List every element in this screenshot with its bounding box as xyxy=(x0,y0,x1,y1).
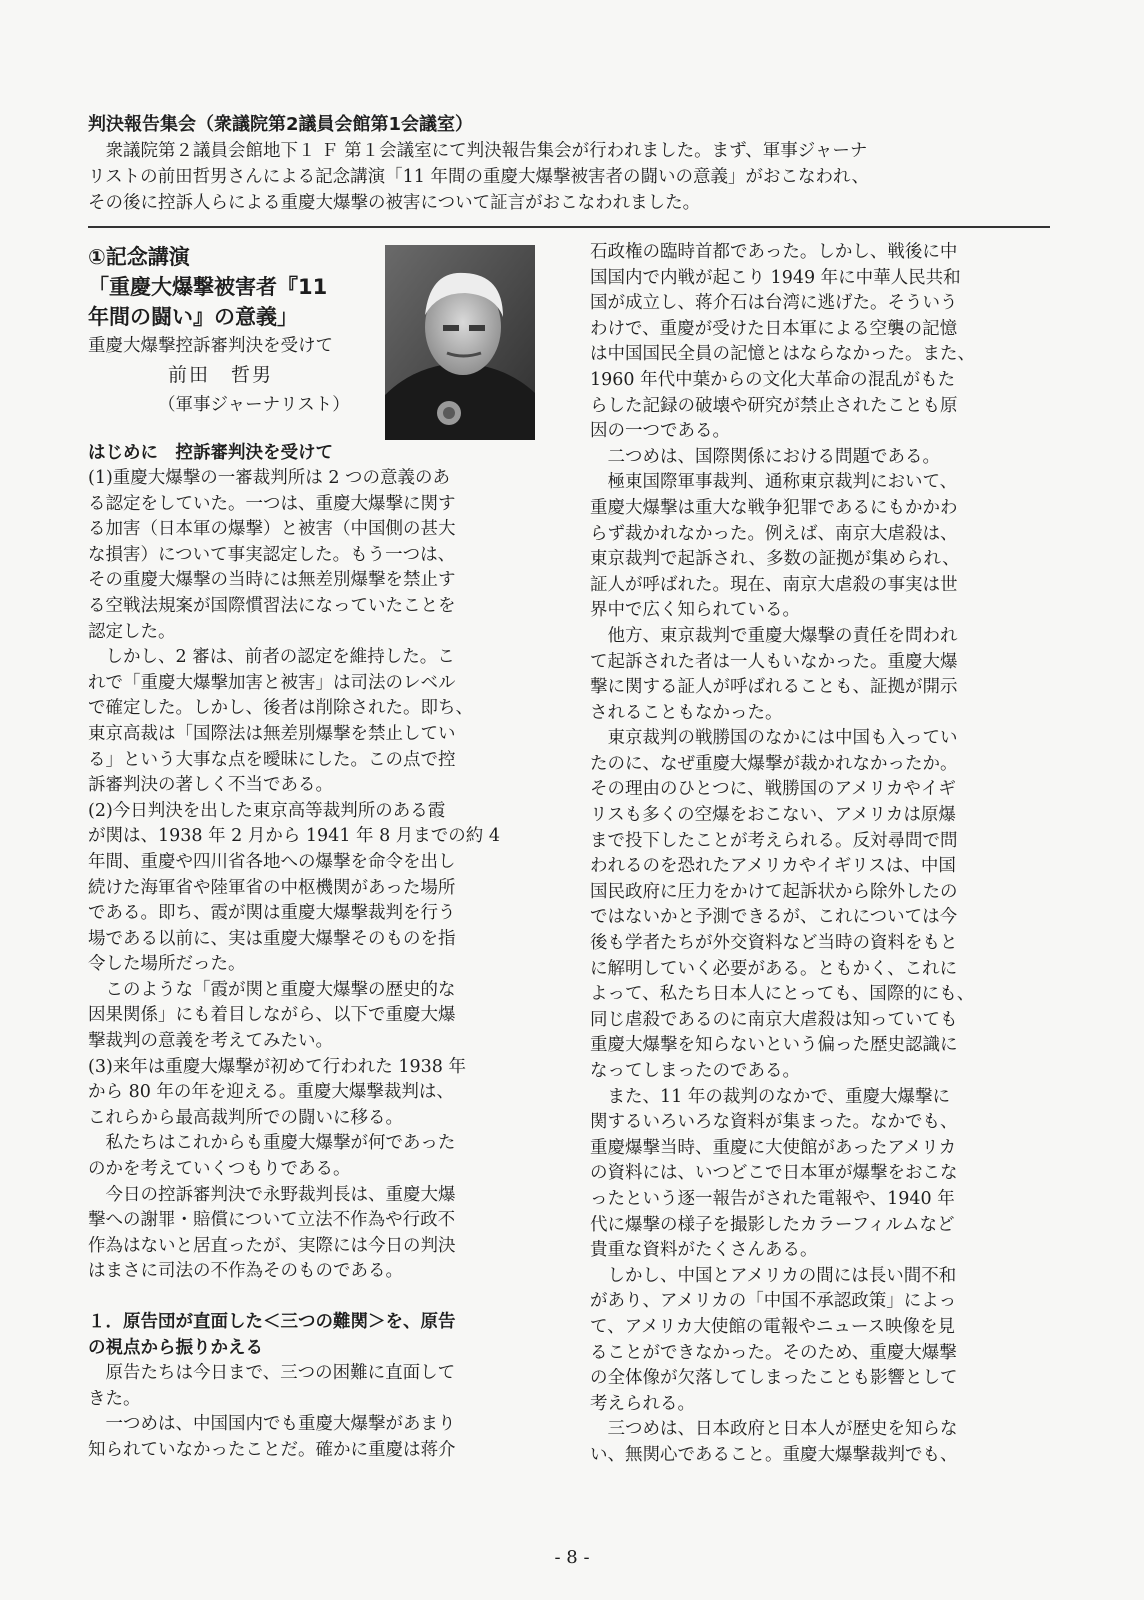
text-line: で確定した。しかし、後者は削除された。即ち、 xyxy=(88,698,473,719)
text-line: に解明していく必要がある。ともかく、これに xyxy=(590,958,958,979)
intro-line: リストの前田哲男さんによる記念講演「11 年間の重慶大爆撃被害者の闘いの意義」がおこなわれ、 xyxy=(88,167,870,187)
page-number: - 8 - xyxy=(554,1547,590,1568)
intro-title: 判決報告集会（衆議院第2議員会館第1会議室） xyxy=(88,114,474,135)
text-line: の全体像が欠落してしまったことも影響として xyxy=(590,1368,958,1389)
text-line: る空戦法規案が国際慣習法になっていたことを xyxy=(88,595,456,616)
text-line: 貴重な資料がたくさんある。 xyxy=(590,1240,818,1261)
text-line: 石政権の臨時首都であった。しかし、戦後に中 xyxy=(590,242,958,262)
text-line: は中国国民全員の記憶とはならなかった。また、 xyxy=(590,344,975,365)
text-line: 証人が呼ばれた。現在、南京大虐殺の事実は世 xyxy=(590,574,958,595)
lecture-title-line: 「重慶大爆撃被害者『11 xyxy=(88,275,328,299)
text-line: ったという逐一報告がされた電報や、1940 年 xyxy=(590,1188,955,1209)
text-line: 三つめは、日本政府と日本人が歴史を知らな xyxy=(590,1419,958,1440)
text-line: 極東国際軍事裁判、通称東京裁判において、 xyxy=(590,472,958,493)
intro-line: 衆議院第２議員会館地下１ Ｆ 第１会議室にて判決報告集会が行われました。まず、軍事ジャーナ xyxy=(88,141,868,161)
left-paragraphs xyxy=(88,466,543,1285)
text-line: る加害（日本軍の爆撃）と被害（中国側の甚大 xyxy=(88,519,456,540)
text-line: 訴審判決の著しく不当である。 xyxy=(88,775,333,796)
text-line: (2)今日判決を出した東京高等裁判所のある霞 xyxy=(88,800,446,821)
text-line: 界中で広く知られている。 xyxy=(590,600,800,621)
text-line: されることもなかった。 xyxy=(590,702,783,723)
text-line: 国が成立し、蒋介石は台湾に逃げた。そういう xyxy=(590,293,958,314)
intro-line: その後に控訴人らによる重慶大爆撃の被害について証言がおこなわれました。 xyxy=(88,193,701,213)
section-heading-1-cont: の視点から振りかえる xyxy=(88,1338,263,1358)
left-paragraphs-2 xyxy=(88,1361,543,1463)
text-line: しかし、中国とアメリカの間には長い間不和 xyxy=(590,1265,957,1286)
text-line: 二つめは、国際関係における問題である。 xyxy=(590,446,940,467)
text-line: る認定をしていた。一つは、重慶大爆撃に関す xyxy=(88,493,456,514)
text-line: 続けた海軍省や陸軍省の中枢機関があった場所 xyxy=(88,877,456,898)
lecture-title-line: 年間の闘い』の意義」 xyxy=(88,305,298,329)
text-line: これらから最高裁判所での闘いに移る。 xyxy=(88,1107,403,1128)
text-line: (1)重慶大爆撃の一審裁判所は 2 つの意義のあ xyxy=(88,468,451,488)
text-line: その理由のひとつに、戦勝国のアメリカやイギ xyxy=(590,779,956,800)
text-line: 代に爆撃の様子を撮影したカラーフィルムなど xyxy=(590,1214,955,1235)
text-line: 重慶大爆撃を知らないという偏った歴史認識に xyxy=(590,1035,958,1056)
text-line: である。即ち、霞が関は重慶大爆撃裁判を行う xyxy=(88,903,456,924)
text-line: 年間、重慶や四川省各地への爆撃を命令を出し xyxy=(88,851,456,872)
text-line: たのに、なぜ重慶大爆撃が裁かれなかったか。 xyxy=(590,753,958,774)
text-line: が関は、1938 年 2 月から 1941 年 8 月までの約 4 xyxy=(88,826,500,847)
text-line: 知られていなかったことだ。確かに重慶は蒋介 xyxy=(88,1439,456,1460)
text-line: 撃に関する証人が呼ばれることも、証拠が開示 xyxy=(590,677,958,698)
text-line: 同じ虐殺であるのに南京大虐殺は知っていても xyxy=(590,1009,958,1030)
text-line: わけで、重慶が受けた日本軍による空襲の記憶 xyxy=(590,318,958,339)
text-line: 場である以前に、実は重慶大爆撃そのものを指 xyxy=(88,928,456,949)
text-line: 東京裁判の戦勝国のなかには中国も入ってい xyxy=(590,728,958,749)
text-line: 東京裁判で起訴され、多数の証拠が集められ、 xyxy=(590,549,960,570)
text-line: 原告たちは今日まで、三つの困難に直面して xyxy=(88,1363,456,1383)
text-line: 作為はないと居直ったが、実際には今日の判決 xyxy=(88,1235,456,1256)
text-line: て起訴された者は一人もいなかった。重慶大爆 xyxy=(590,651,958,672)
section-heading-1: １．原告団が直面した＜三つの難関＞を、原告 xyxy=(88,1312,456,1332)
text-line: 令した場所だった。 xyxy=(88,954,246,975)
text-line: 重慶爆撃当時、重慶に大使館があったアメリカ xyxy=(590,1137,957,1158)
text-line: 後も学者たちが外交資料など当時の資料をもと xyxy=(590,933,958,954)
text-line: 認定した。 xyxy=(88,621,176,642)
text-line: なってしまったのである。 xyxy=(590,1061,800,1081)
text-line: 国民政府に圧力をかけて起訴状から除外したの xyxy=(590,881,958,902)
right-column xyxy=(590,240,1045,1469)
text-line: ることができなかった。そのため、重慶大爆撃 xyxy=(590,1342,957,1363)
text-line: 考えられる。 xyxy=(590,1393,695,1414)
text-line: (3)来年は重慶大爆撃が初めて行われた 1938 年 xyxy=(88,1056,466,1077)
text-line: その重慶大爆撃の当時には無差別爆撃を禁止す xyxy=(88,570,456,591)
right-paragraphs xyxy=(590,240,1045,1469)
text-line: このような「霞が関と重慶大爆撃の歴史的な xyxy=(88,979,456,1000)
text-line: 撃裁判の意義を考えてみたい。 xyxy=(88,1031,333,1052)
text-line: よって、私たち日本人にとっても、国際的にも、 xyxy=(590,984,975,1005)
text-line: 1960 年代中葉からの文化大革命の混乱がもた xyxy=(590,369,956,390)
text-line: 因果関係」にも着目しながら、以下で重慶大爆 xyxy=(88,1005,456,1026)
text-line: があり、アメリカの「中国不承認政策」によっ xyxy=(590,1291,957,1312)
text-line: リスも多くの空爆をおこない、アメリカは原爆 xyxy=(590,805,956,826)
text-line: きた。 xyxy=(88,1388,141,1409)
left-column xyxy=(88,242,543,1463)
text-line: の資料には、いつどこで日本軍が爆撃をおこな xyxy=(590,1163,958,1184)
text-line: 私たちはこれからも重慶大爆撃が何であった xyxy=(88,1133,456,1154)
text-line: らず裁かれなかった。例えば、南京大虐殺は、 xyxy=(590,523,958,544)
section-heading-intro: はじめに 控訴審判決を受けて xyxy=(88,443,333,463)
text-line: しかし、2 審は、前者の認定を維持した。こ xyxy=(88,647,455,668)
text-line: 一つめは、中国国内でも重慶大爆撃があまり xyxy=(88,1414,456,1435)
text-line: 撃への謝罪・賠償について立法不作為や行政不 xyxy=(88,1210,456,1231)
text-line: 今日の控訴審判決で永野裁判長は、重慶大爆 xyxy=(88,1184,456,1205)
text-line: まで投下したことが考えられる。反対尋問で問 xyxy=(590,830,958,851)
text-line: 重慶大爆撃は重大な戦争犯罪であるにもかかわ xyxy=(590,497,958,518)
text-line: から 80 年の年を迎える。重慶大爆撃裁判は、 xyxy=(88,1082,454,1103)
text-line: はまさに司法の不作為そのものである。 xyxy=(88,1261,403,1282)
intro-body xyxy=(88,138,1048,216)
text-line: 他方、東京裁判で重慶大爆撃の責任を問われ xyxy=(590,625,958,646)
text-line: る」という大事な点を曖昧にした。この点で控 xyxy=(88,749,456,770)
text-line: 因の一つである。 xyxy=(590,421,730,442)
text-line: 関するいろいろな資料が集まった。なかでも、 xyxy=(590,1112,958,1133)
text-line: 国国内で内戦が起こり 1949 年に中華人民共和 xyxy=(590,267,961,288)
text-line: ではないかと予測できるが、これについては今 xyxy=(590,907,958,928)
lecture-subtitle: 重慶大爆撃控訴審判決を受けて xyxy=(88,336,333,356)
text-line: れで「重慶大爆撃加害と被害」は司法のレベル xyxy=(88,672,456,693)
author-role: （軍事ジャーナリスト） xyxy=(158,395,350,415)
text-line: らした記録の破壊や研究が禁止されたことも原 xyxy=(590,395,958,416)
text-line: また、11 年の裁判のなかで、重慶大爆撃に xyxy=(590,1086,950,1107)
text-line: のかを考えていくつもりである。 xyxy=(88,1159,351,1180)
section-divider xyxy=(88,226,1050,228)
intro-section xyxy=(88,112,1048,216)
author-name: 前田 哲男 xyxy=(168,364,274,386)
text-line: 東京高裁は「国際法は無差別爆撃を禁止してい xyxy=(88,723,456,744)
text-line: われるのを恐れたアメリカやイギリスは、中国 xyxy=(590,856,956,877)
text-line: て、アメリカ大使館の電報やニュース映像を見 xyxy=(590,1316,956,1337)
text-line: い、無関心であること。重慶大爆撃裁判でも、 xyxy=(590,1444,958,1465)
lecture-heading: ①記念講演 xyxy=(88,245,190,269)
text-line: な損害）について事実認定した。もう一つは、 xyxy=(88,544,456,565)
